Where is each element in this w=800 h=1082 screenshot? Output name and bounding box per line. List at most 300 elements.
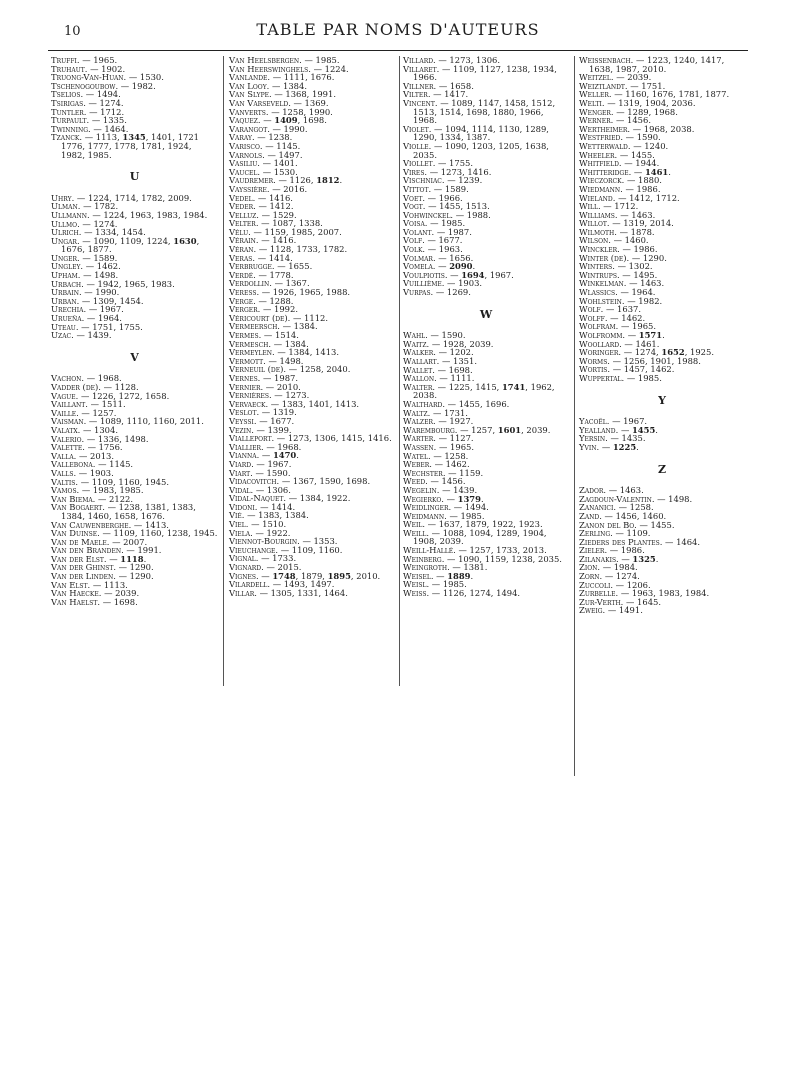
- page-refs: , 1967.: [484, 269, 514, 280]
- page-refs: — 1498.: [265, 355, 304, 366]
- page-refs: — 1334, 1454.: [81, 227, 146, 238]
- author-name: Viennot-Bourgin.: [229, 536, 300, 547]
- author-name: Tsirigas.: [51, 97, 86, 108]
- page-refs: — 1383, 1401, 1413.: [268, 398, 360, 409]
- author-name: Van Bogaert.: [51, 502, 105, 513]
- page-refs: — 1495.: [619, 269, 658, 280]
- author-name: Vedel.: [229, 192, 256, 203]
- author-name: Ullmann.: [51, 209, 90, 220]
- page-refs: .: [472, 261, 476, 272]
- page-refs: — 1274.: [602, 571, 640, 582]
- author-name: Weisl.: [403, 579, 430, 590]
- page-refs: — 1985.: [429, 579, 467, 590]
- page-refs: — 1274.: [85, 97, 124, 108]
- author-name: Wieland.: [579, 192, 616, 203]
- author-name: Villard.: [403, 55, 436, 65]
- author-name: Van Varseveld.: [229, 97, 291, 108]
- page-refs: — 1269.: [433, 287, 471, 298]
- page-refs: — 1903.: [76, 467, 114, 478]
- page-refs: — 1439.: [73, 330, 112, 341]
- index-column-1: [51, 56, 218, 606]
- author-name: Weill-Hallé.: [403, 545, 456, 556]
- page-refs: — 1903.: [444, 278, 483, 289]
- author-name: Zieders des Plantes.: [579, 536, 663, 547]
- page-refs: — 1384, 1413.: [274, 347, 340, 358]
- page-refs: —: [435, 261, 450, 272]
- author-name: Yacoël.: [579, 416, 610, 427]
- page-refs: — 1258, 1990.: [268, 106, 333, 117]
- author-name: Vermesch.: [229, 338, 272, 349]
- author-name: Van Haecke.: [51, 588, 102, 599]
- page-refs: — 1258, 2040.: [286, 364, 351, 375]
- author-name: Voulpiotis.: [403, 269, 448, 280]
- main-ref: 1345: [122, 132, 146, 143]
- page-refs: — 1992.: [260, 304, 298, 315]
- page-refs: — 1698.: [100, 596, 138, 607]
- author-name: Twinning.: [51, 123, 91, 134]
- page-refs: — 1289, 1968.: [613, 106, 678, 117]
- author-name: Véran.: [229, 244, 257, 255]
- page-refs: — 1258.: [430, 450, 469, 461]
- main-ref: 1225: [612, 441, 637, 452]
- page-refs: — 1224, 1963, 1983, 1984.: [89, 209, 208, 220]
- page-refs: — 1964.: [617, 287, 656, 298]
- index-column-2: [229, 56, 396, 597]
- page-refs: — 1778.: [255, 269, 294, 280]
- page-refs: — 1645.: [623, 596, 662, 607]
- page-refs: .: [480, 493, 484, 504]
- page-refs: — 1223, 1240, 1417, 1638, 1987, 2010.: [589, 55, 725, 74]
- index-entry: [229, 589, 396, 598]
- page-refs: — 1463.: [617, 209, 656, 220]
- page-refs: —: [599, 441, 613, 452]
- page-refs: , 1676, 1877.: [61, 235, 200, 255]
- page-refs: — 1461.: [621, 338, 660, 349]
- page-refs: — 1089, 1147, 1458, 1512, 1513, 1514, 1698, 1880, 1966, 1968.: [413, 97, 556, 126]
- index-entry: [579, 374, 745, 383]
- author-name: Truong-Van-Huan.: [51, 72, 127, 83]
- author-name: Tschenogoubow.: [51, 80, 119, 91]
- page-refs: — 1240.: [630, 140, 669, 151]
- page-refs: — 1238.: [254, 132, 293, 143]
- index-entry: [579, 606, 745, 615]
- author-name: Vogt.: [403, 201, 426, 212]
- page-refs: — 1319.: [259, 407, 297, 418]
- author-name: Vague.: [51, 390, 79, 401]
- page-refs: — 1986.: [607, 545, 645, 556]
- author-name: Zerling.: [579, 528, 613, 539]
- page-refs: — 1414.: [255, 252, 293, 263]
- page-refs: — 1381.: [449, 562, 488, 573]
- author-name: Vidal-Naquet.: [229, 493, 287, 504]
- main-ref: 1748: [272, 570, 296, 581]
- index-entry: [403, 383, 569, 400]
- author-name: Volf.: [403, 235, 425, 246]
- page-refs: — 1782.: [80, 201, 119, 212]
- author-name: Wetterwald.: [579, 140, 631, 151]
- page-refs: — 1590.: [427, 330, 466, 341]
- main-ref: 1325: [632, 553, 656, 564]
- author-name: Verge.: [229, 295, 256, 306]
- page-refs: .: [655, 424, 658, 435]
- page-refs: — 1401.: [259, 158, 298, 169]
- main-ref: 1741: [501, 381, 526, 392]
- page-refs: , 1962, 2038.: [413, 381, 555, 401]
- author-name: Whitfield.: [579, 158, 622, 169]
- page-refs: —: [433, 570, 448, 581]
- page-refs: — 1257, 1733, 2013.: [455, 545, 547, 556]
- author-name: Velter.: [229, 218, 259, 229]
- author-name: Warembourg.: [403, 424, 458, 435]
- author-name: Weinberg.: [403, 553, 445, 564]
- author-name: Vernes.: [229, 372, 261, 383]
- index-entry: [51, 503, 218, 520]
- column-divider: [574, 56, 575, 776]
- page-refs: — 1309, 1454.: [79, 295, 144, 306]
- page-refs: — 1494.: [451, 502, 489, 513]
- index-entry: [403, 125, 569, 142]
- author-name: Vialleport.: [229, 433, 275, 444]
- page-refs: — 1087, 1338.: [258, 218, 323, 229]
- author-name: Westfried.: [579, 132, 624, 143]
- page-refs: — 1368, 1991.: [271, 89, 336, 100]
- author-name: Verbrugge.: [229, 261, 275, 272]
- author-name: Wolfram.: [579, 321, 619, 332]
- page-refs: — 1498.: [80, 270, 119, 281]
- author-name: Violle.: [403, 140, 432, 151]
- section-letter: Z: [657, 462, 667, 476]
- page-refs: — 1109.: [612, 528, 651, 539]
- author-name: Vuillième.: [403, 278, 445, 289]
- page-refs: — 1455, 1696.: [445, 398, 510, 409]
- page-refs: — 1290.: [629, 252, 667, 263]
- author-name: Vervaeck.: [229, 398, 269, 409]
- author-name: Viollet.: [403, 158, 436, 169]
- author-name: Yersin.: [579, 433, 608, 444]
- index-entry: [403, 142, 569, 159]
- author-name: Wegierko.: [403, 493, 444, 504]
- author-name: Weitzel.: [579, 72, 614, 83]
- page-refs: — 1258.: [615, 502, 654, 513]
- page-refs: — 1225, 1415,: [435, 381, 502, 392]
- page-refs: — 2039.: [613, 72, 652, 83]
- main-ref: 1630: [173, 235, 197, 246]
- page-refs: — 1384.: [269, 80, 308, 91]
- page-refs: — 1985.: [427, 218, 466, 229]
- author-name: Viallier.: [229, 441, 264, 452]
- author-name: Zananici.: [579, 502, 616, 513]
- page-refs: — 1590.: [252, 467, 291, 478]
- page-refs: — 1109, 1160, 1238, 1945.: [99, 528, 218, 539]
- author-name: Veress.: [229, 287, 260, 298]
- page-refs: — 1089, 1110, 1160, 2011.: [86, 416, 204, 427]
- page-refs: — 1988.: [453, 209, 491, 220]
- author-name: Weissenbach.: [579, 55, 634, 65]
- page-refs: — 1498.: [654, 493, 693, 504]
- author-name: Valla.: [51, 450, 77, 461]
- main-ref: 1694: [461, 269, 485, 280]
- page-refs: — 1335.: [89, 115, 127, 126]
- page-refs: — 1677.: [424, 235, 463, 246]
- index-entry: [403, 99, 569, 125]
- page-refs: — 1090, 1159, 1238, 2035.: [444, 553, 562, 564]
- page-refs: — 1226, 1272, 1658.: [78, 390, 170, 401]
- page-refs: .: [668, 166, 671, 177]
- page-refs: — 1455.: [617, 149, 655, 160]
- author-name: Ulman.: [51, 201, 81, 212]
- author-name: Van den Branden.: [51, 545, 124, 556]
- main-ref: 1409: [274, 115, 298, 126]
- author-name: Valatx.: [51, 424, 81, 435]
- page-refs: — 1655.: [274, 261, 313, 272]
- author-name: Wallon.: [403, 373, 437, 384]
- page-refs: — 1990.: [81, 287, 120, 298]
- author-name: Wolff.: [579, 312, 608, 323]
- author-name: Viart.: [229, 467, 253, 478]
- index-entry: [51, 331, 218, 340]
- page-refs: — 1224.: [310, 63, 349, 74]
- page-refs: — 1983, 1985.: [79, 485, 144, 496]
- page-refs: — 1457, 1462.: [610, 364, 675, 375]
- main-ref: 1571: [638, 330, 663, 340]
- page-refs: — 1109, 1160, 1945.: [78, 476, 169, 487]
- page-refs: — 1462.: [431, 459, 470, 470]
- page-refs: — 1985.: [301, 55, 340, 65]
- page-refs: — 1942, 1965, 1983.: [83, 278, 175, 289]
- author-name: Vilter.: [403, 89, 431, 100]
- author-name: Vermeylen.: [229, 347, 275, 358]
- author-name: Unger.: [51, 252, 80, 263]
- author-name: Vernières.: [229, 390, 272, 401]
- author-name: Vernier.: [229, 381, 264, 392]
- page-refs: — 1109, 1160.: [278, 544, 343, 555]
- page-refs: — 1274.: [79, 218, 118, 229]
- author-name: Truhaut.: [51, 63, 88, 74]
- author-name: Urueña.: [51, 313, 85, 324]
- page-refs: — 1369.: [290, 97, 329, 108]
- author-name: Welti.: [579, 97, 605, 108]
- main-ref: 1895: [327, 570, 351, 581]
- author-name: Ulrich.: [51, 227, 82, 238]
- author-name: Vanverts.: [229, 106, 269, 117]
- author-name: Vanlande.: [229, 72, 271, 83]
- page-refs: — 1530.: [260, 166, 298, 177]
- page-refs: , 2039.: [521, 424, 551, 435]
- page-refs: —: [106, 553, 121, 564]
- author-name: Wlassics.: [579, 287, 618, 298]
- page-refs: — 1456, 1460.: [601, 510, 667, 521]
- page-refs: — 1145.: [262, 140, 301, 151]
- page-refs: — 1963, 1983, 1984.: [618, 588, 710, 599]
- author-name: Waitz.: [403, 338, 430, 349]
- author-name: Vayssière.: [229, 183, 270, 194]
- author-name: Tuntler.: [51, 106, 87, 117]
- main-ref: 2090: [449, 261, 473, 272]
- page-refs: , 1925.: [684, 347, 714, 358]
- page-refs: —: [447, 269, 462, 280]
- page-refs: — 1751, 1755.: [78, 321, 143, 332]
- author-name: Warter.: [403, 433, 436, 444]
- page-refs: — 1987.: [434, 226, 472, 237]
- author-name: Will.: [579, 201, 601, 212]
- index-column-4: [579, 56, 745, 615]
- author-name: Vasiliu.: [229, 158, 260, 169]
- author-name: Vignes.: [229, 570, 259, 581]
- page-refs: — 1733.: [258, 553, 297, 564]
- author-name: Tzanck.: [51, 132, 83, 143]
- author-name: Willot.: [579, 218, 610, 229]
- author-name: Van Heelsbergen.: [229, 55, 302, 65]
- page-refs: — 1462.: [83, 261, 121, 272]
- author-name: Vermott.: [229, 355, 266, 366]
- index-entry: [51, 133, 218, 159]
- page-refs: — 1202.: [435, 347, 474, 358]
- author-name: Vélu.: [229, 226, 251, 237]
- author-name: Vachon.: [51, 373, 85, 384]
- page-refs: — 1985.: [624, 372, 662, 383]
- author-name: Uteau.: [51, 321, 79, 332]
- page-refs: — 1090, 1109, 1224,: [79, 235, 174, 246]
- author-name: Wintrups.: [579, 269, 620, 280]
- author-name: Veslot.: [229, 407, 260, 418]
- page-refs: — 1497.: [264, 149, 303, 160]
- author-name: Zweig.: [579, 605, 606, 616]
- author-name: Vignal.: [229, 553, 259, 564]
- page-refs: — 1336, 1498.: [84, 433, 149, 444]
- page-header: [48, 18, 748, 44]
- author-name: Wertheimer.: [579, 123, 631, 134]
- page-refs: — 1273, 1306, 1415, 1416.: [274, 433, 392, 444]
- author-name: Wheeler.: [579, 149, 618, 160]
- page-refs: — 1399.: [253, 424, 292, 435]
- page-refs: — 1965.: [618, 321, 657, 332]
- page-refs: — 1491.: [605, 605, 643, 616]
- page-refs: — 1991.: [123, 545, 162, 556]
- page-refs: — 1417.: [430, 89, 469, 100]
- author-name: Vaudremer.: [229, 175, 276, 186]
- author-name: Ungar.: [51, 235, 80, 246]
- page-refs: — 1128, 1733, 1782.: [256, 244, 348, 255]
- column-divider: [223, 56, 224, 686]
- index-column-3: [403, 56, 569, 598]
- page-refs: — 1463.: [606, 485, 644, 496]
- page-refs: — 1984.: [600, 562, 638, 573]
- author-name: Wortis.: [579, 364, 611, 375]
- page-refs: — 1964.: [84, 313, 122, 324]
- page-refs: — 1412.: [255, 201, 294, 212]
- author-name: Vignard.: [229, 562, 264, 573]
- column-divider: [399, 56, 400, 686]
- page-refs: .: [636, 441, 639, 452]
- page-refs: — 1094, 1114, 1130, 1289, 1290, 1334, 1387.: [413, 123, 549, 143]
- main-ref: 1470: [272, 450, 297, 461]
- page-refs: — 1384, 1922.: [286, 493, 351, 504]
- author-name: Vieuchange.: [229, 544, 279, 555]
- author-name: Véricourt (de).: [229, 312, 291, 323]
- author-name: Van der Ghinst.: [51, 562, 116, 573]
- page-refs: — 1926, 1965, 1988.: [259, 287, 351, 298]
- author-name: Urechia.: [51, 304, 87, 315]
- author-name: Zanon del Bo.: [579, 519, 637, 530]
- author-name: Urban.: [51, 295, 80, 306]
- author-name: Wieczorck.: [579, 175, 625, 186]
- page-refs: — 1439.: [439, 484, 478, 495]
- page-refs: — 2016.: [269, 183, 308, 194]
- author-name: Vamos.: [51, 485, 80, 496]
- page-refs: — 1353.: [299, 536, 338, 547]
- author-name: Vidal.: [229, 484, 254, 495]
- page-refs: .: [296, 450, 299, 461]
- author-name: Walthard.: [403, 398, 445, 409]
- author-name: Weiss.: [403, 588, 430, 599]
- author-name: Winters.: [579, 261, 615, 272]
- author-name: Vaucel.: [229, 166, 261, 177]
- page-refs: .: [662, 330, 665, 340]
- author-name: Zieler.: [579, 545, 608, 556]
- author-name: Vischniac.: [403, 175, 445, 186]
- page-refs: — 1464.: [90, 123, 129, 134]
- page-refs: — 1463.: [626, 278, 665, 289]
- author-name: Wolf.: [579, 304, 604, 315]
- page-refs: — 1127.: [435, 433, 474, 444]
- page-refs: — 1126, 1274, 1494.: [429, 588, 521, 599]
- author-name: Urbach.: [51, 278, 84, 289]
- page-refs: — 1982.: [624, 295, 663, 306]
- author-name: Walter.: [403, 381, 435, 392]
- page-refs: — 1274,: [621, 347, 662, 358]
- author-name: Weisel.: [403, 570, 434, 581]
- author-name: Violet.: [403, 123, 432, 134]
- author-name: Zilanakis.: [579, 553, 619, 564]
- page-refs: — 1416.: [258, 235, 297, 246]
- author-name: Woollard.: [579, 338, 622, 349]
- author-name: Velluz.: [229, 209, 259, 220]
- author-name: Tselios.: [51, 89, 84, 100]
- page-refs: — 1088, 1094, 1289, 1904, 1908, 2039.: [413, 527, 547, 547]
- page-refs: — 1319, 2014.: [609, 218, 674, 229]
- section-letter: W: [479, 307, 493, 321]
- author-name: Truffi.: [51, 55, 80, 65]
- page-refs: — 1435.: [607, 433, 646, 444]
- author-name: Villar.: [229, 587, 257, 598]
- author-name: Voet.: [403, 192, 426, 203]
- page-refs: — 1902.: [87, 63, 126, 74]
- author-name: Varangot.: [229, 123, 270, 134]
- page-refs: — 1256, 1901, 1988.: [609, 355, 701, 366]
- author-name: Vidoni.: [229, 501, 258, 512]
- page-refs: — 1412, 1712.: [615, 192, 680, 203]
- page-refs: — 1456.: [427, 476, 466, 487]
- page-refs: — 1273, 1306.: [435, 55, 501, 65]
- header-rule: [48, 50, 748, 51]
- main-ref: 1601: [497, 424, 522, 435]
- main-ref: 1812: [316, 175, 340, 186]
- page-refs: — 1383, 1384.: [244, 510, 309, 521]
- author-name: Viela.: [229, 527, 253, 538]
- page-refs: — 1922.: [252, 527, 291, 538]
- page-refs: — 1530.: [126, 72, 164, 83]
- author-name: Zur-Verth.: [579, 596, 624, 607]
- section-letter: U: [129, 170, 140, 184]
- author-name: Wuppertal.: [579, 372, 625, 383]
- page-refs: — 1755.: [435, 158, 474, 169]
- author-name: Whitteridge.: [579, 166, 632, 177]
- author-name: Zand.: [579, 510, 602, 521]
- page-refs: — 1257.: [78, 407, 117, 418]
- author-name: Van Cauwenberghe.: [51, 519, 132, 530]
- page-refs: — 1967.: [86, 304, 124, 315]
- author-name: Voisa.: [403, 218, 428, 229]
